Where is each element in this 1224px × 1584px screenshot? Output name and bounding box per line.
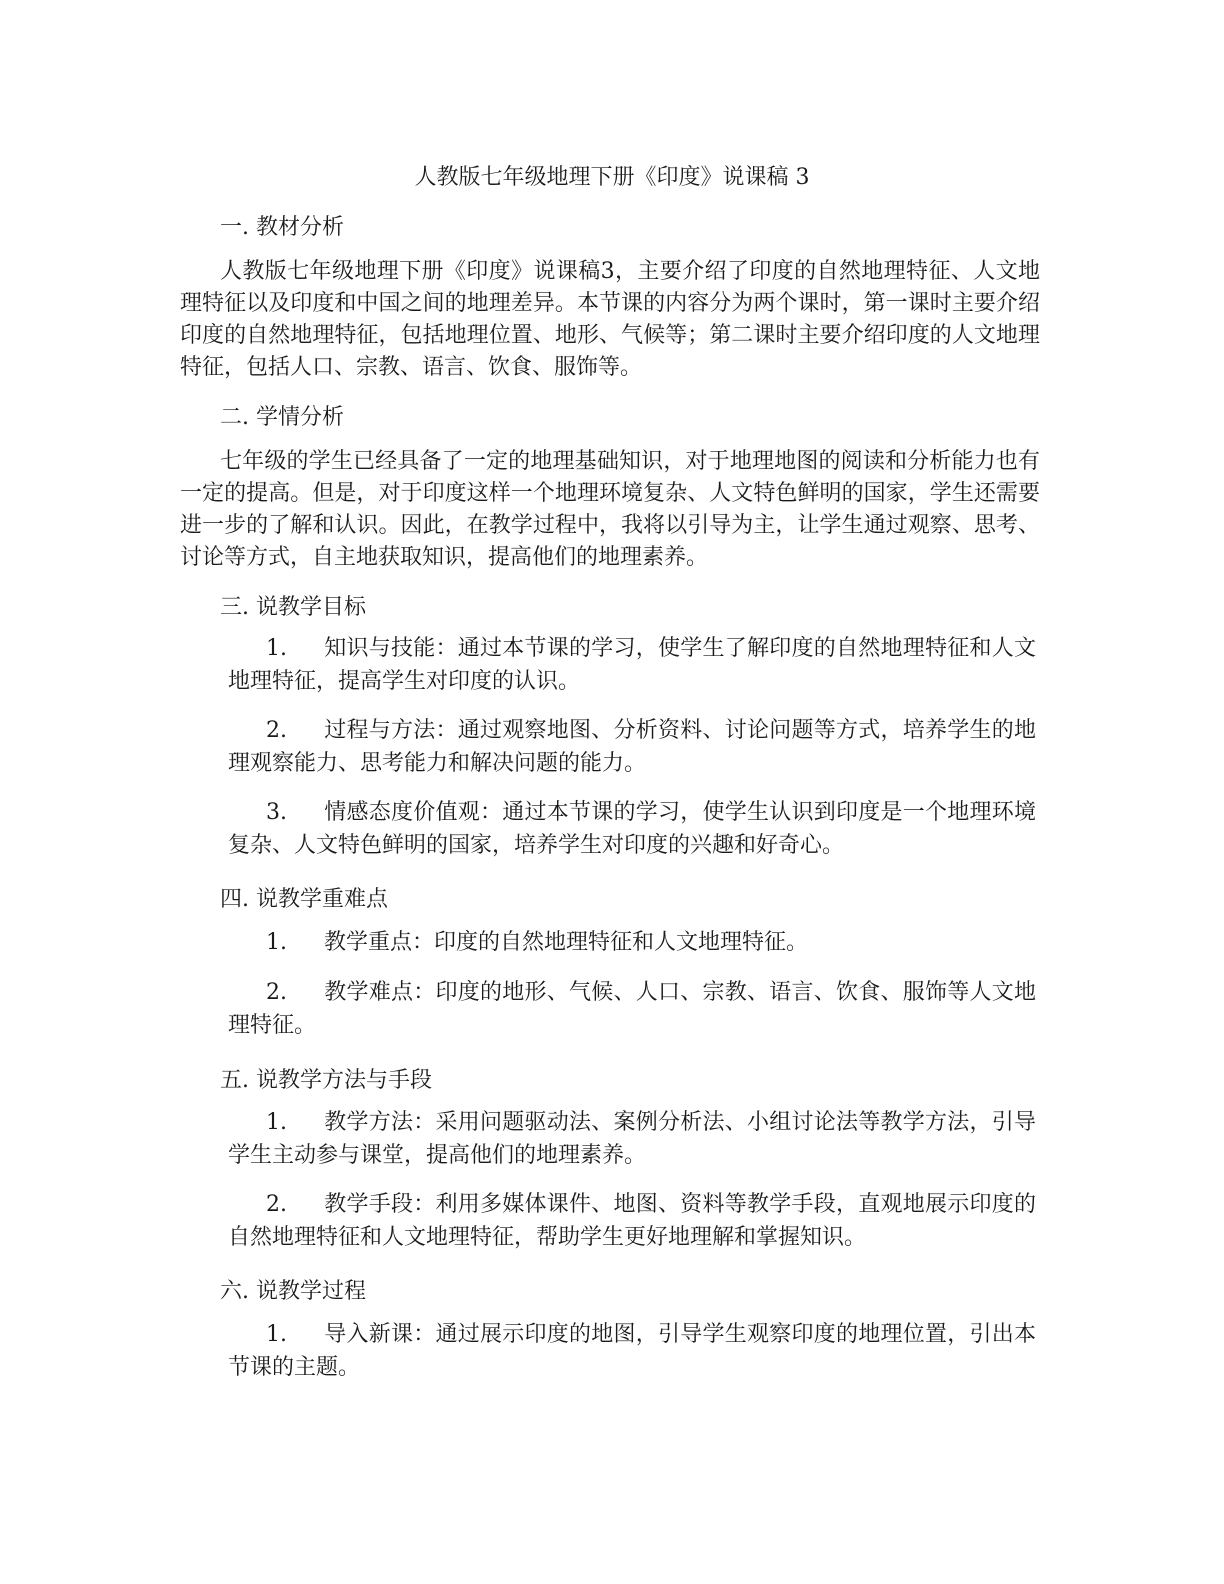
list-item xyxy=(228,796,1036,862)
list-item-number: 1. xyxy=(266,636,287,661)
list-item-text: 教学方法：采用问题驱动法、案例分析法、小组讨论法等教学方法，引导学生主动参与课堂，提高他们的地理素养。 xyxy=(228,1110,1036,1168)
list-item-text: 教学难点：印度的地形、气候、人口、宗教、语言、饮食、服饰等人文地理特征。 xyxy=(228,980,1036,1038)
section-heading-2: 二. 学情分析 xyxy=(220,405,344,430)
section-heading-4: 四. 说教学重难点 xyxy=(220,887,388,912)
list-item-number: 3. xyxy=(266,800,287,825)
document-title: 人教版七年级地理下册《印度》说课稿 3 xyxy=(414,165,810,190)
list-item-text: 导入新课：通过展示印度的地图，引导学生观察印度的地理位置，引出本节课的主题。 xyxy=(228,1322,1036,1380)
list-item-text: 教学重点：印度的自然地理特征和人文地理特征。 xyxy=(324,930,809,955)
list-item-number: 2. xyxy=(266,718,287,743)
list-item-number: 2. xyxy=(266,980,287,1005)
list-item-text: 过程与方法：通过观察地图、分析资料、讨论问题等方式，培养学生的地理观察能力、思考能力和解决问题的能力。 xyxy=(228,718,1036,776)
section-heading-5: 五. 说教学方法与手段 xyxy=(220,1068,432,1093)
list-item xyxy=(228,714,1036,780)
section-2-paragraph: 七年级的学生已经具备了一定的地理基础知识，对于地理地图的阅读和分析能力也有一定的提高。但是，对于印度这样一个地理环境复杂、人文特色鲜明的国家，学生还需要进一步的了解和认识。因此，在教学过程中，我将以引导为主，让学生通过观察、思考、讨论等方式，自主地获取知识，提高他们的地理素养。 xyxy=(180,449,1040,570)
list-item-text: 情感态度价值观：通过本节课的学习，使学生认识到印度是一个地理环境复杂、人文特色鲜明的国家，培养学生对印度的兴趣和好奇心。 xyxy=(228,800,1036,858)
list-item xyxy=(228,976,1036,1042)
list-item-number: 1. xyxy=(266,930,287,955)
list-item-text: 知识与技能：通过本节课的学习，使学生了解印度的自然地理特征和人文地理特征，提高学生对印度的认识。 xyxy=(228,636,1036,694)
list-item-number: 1. xyxy=(266,1110,287,1135)
section-heading-6: 六. 说教学过程 xyxy=(220,1279,366,1304)
section-1-paragraph: 人教版七年级地理下册《印度》说课稿3，主要介绍了印度的自然地理特征、人文地理特征以及印度和中国之间的地理差异。本节课的内容分为两个课时，第一课时主要介绍印度的自然地理特征，包括地理位置、地形、气候等；第二课时主要介绍印度的人文地理特征，包括人口、宗教、语言、饮食、服饰等。 xyxy=(180,259,1040,380)
list-item-number: 2. xyxy=(266,1192,287,1217)
section-heading-3: 三. 说教学目标 xyxy=(220,595,366,620)
list-item xyxy=(228,1106,1036,1172)
list-item xyxy=(228,926,1036,959)
list-item-number: 1. xyxy=(266,1322,287,1347)
list-item-text: 教学手段：利用多媒体课件、地图、资料等教学手段，直观地展示印度的自然地理特征和人文地理特征，帮助学生更好地理解和掌握知识。 xyxy=(228,1192,1036,1250)
list-item xyxy=(228,1318,1036,1384)
list-item xyxy=(228,632,1036,698)
section-heading-1: 一. 教材分析 xyxy=(220,215,344,240)
list-item xyxy=(228,1188,1036,1254)
